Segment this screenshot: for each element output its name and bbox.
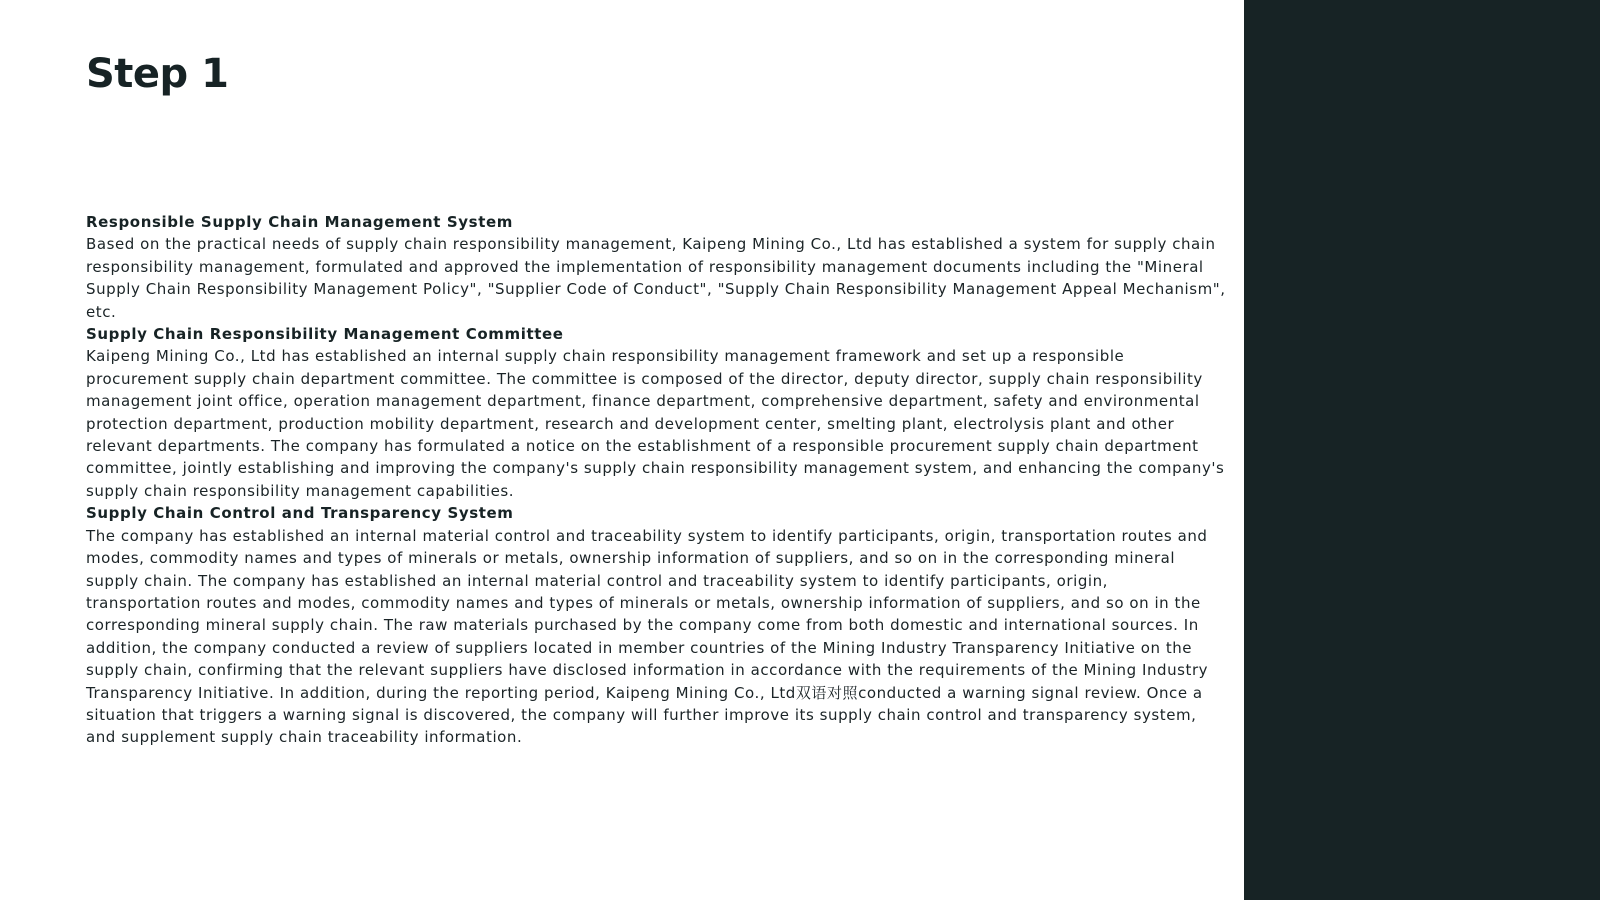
decorative-side-panel — [1244, 0, 1600, 900]
section-heading-transparency-system: Supply Chain Control and Transparency System — [86, 504, 514, 523]
page-title: Step 1 — [86, 51, 229, 97]
section-paragraph-transparency-system: The company has established an internal material control and traceability system to identify participants, origin, transportation routes and modes, commodity names and types of minerals or metals, ownership information of suppliers, and so on in the corresponding mineral supply chain. The company has established an internal material control and traceability system to identify participants, origin, transportation routes and modes, commodity names and types of minerals or metals, ownership information of suppliers, and so on in the corresponding mineral supply chain. The raw materials purchased by the company come from both domestic and international sources. In addition, the company conducted a review of suppliers located in member countries of the Mining Industry Transparency Initiative on the supply chain, confirming that the relevant suppliers have disclosed information in accordance with the requirements of the Mining Industry Transparency Initiative. In addition, during the reporting period, Kaipeng Mining Co., Ltd双语对照conducted a warning signal review. Once a situation that triggers a warning signal is discovered, the company will further improve its supply chain control and transparency system, and supplement supply chain traceability information. — [86, 526, 1209, 747]
section-paragraph-committee: Kaipeng Mining Co., Ltd has established an internal supply chain responsibility management framework and set up a responsible procurement supply chain department committee. The committee is composed of the director, deputy director, supply chain responsibility management joint office, operation management department, finance department, comprehensive department, safety and environmental protection department, production mobility department, research and development center, smelting plant, electrolysis plant and other relevant departments. The company has formulated a notice on the establishment of a responsible procurement supply chain department committee, jointly establishing and improving the company's supply chain responsibility management system, and enhancing the company's supply chain responsibility management capabilities. — [86, 347, 1225, 500]
body-text — [86, 211, 1226, 749]
section-paragraph-management-system: Based on the practical needs of supply chain responsibility management, Kaipeng Mining Co., Ltd has established a system for supply chain responsibility management, formulated and approved the implementation of responsibility management documents including the "Mineral Supply Chain Responsibility Management Policy", "Supplier Code of Conduct", "Supply Chain Responsibility Management Appeal Mechanism", etc. — [86, 235, 1226, 321]
section-heading-committee: Supply Chain Responsibility Management Committee — [86, 325, 564, 344]
section-heading-management-system: Responsible Supply Chain Management System — [86, 213, 513, 231]
